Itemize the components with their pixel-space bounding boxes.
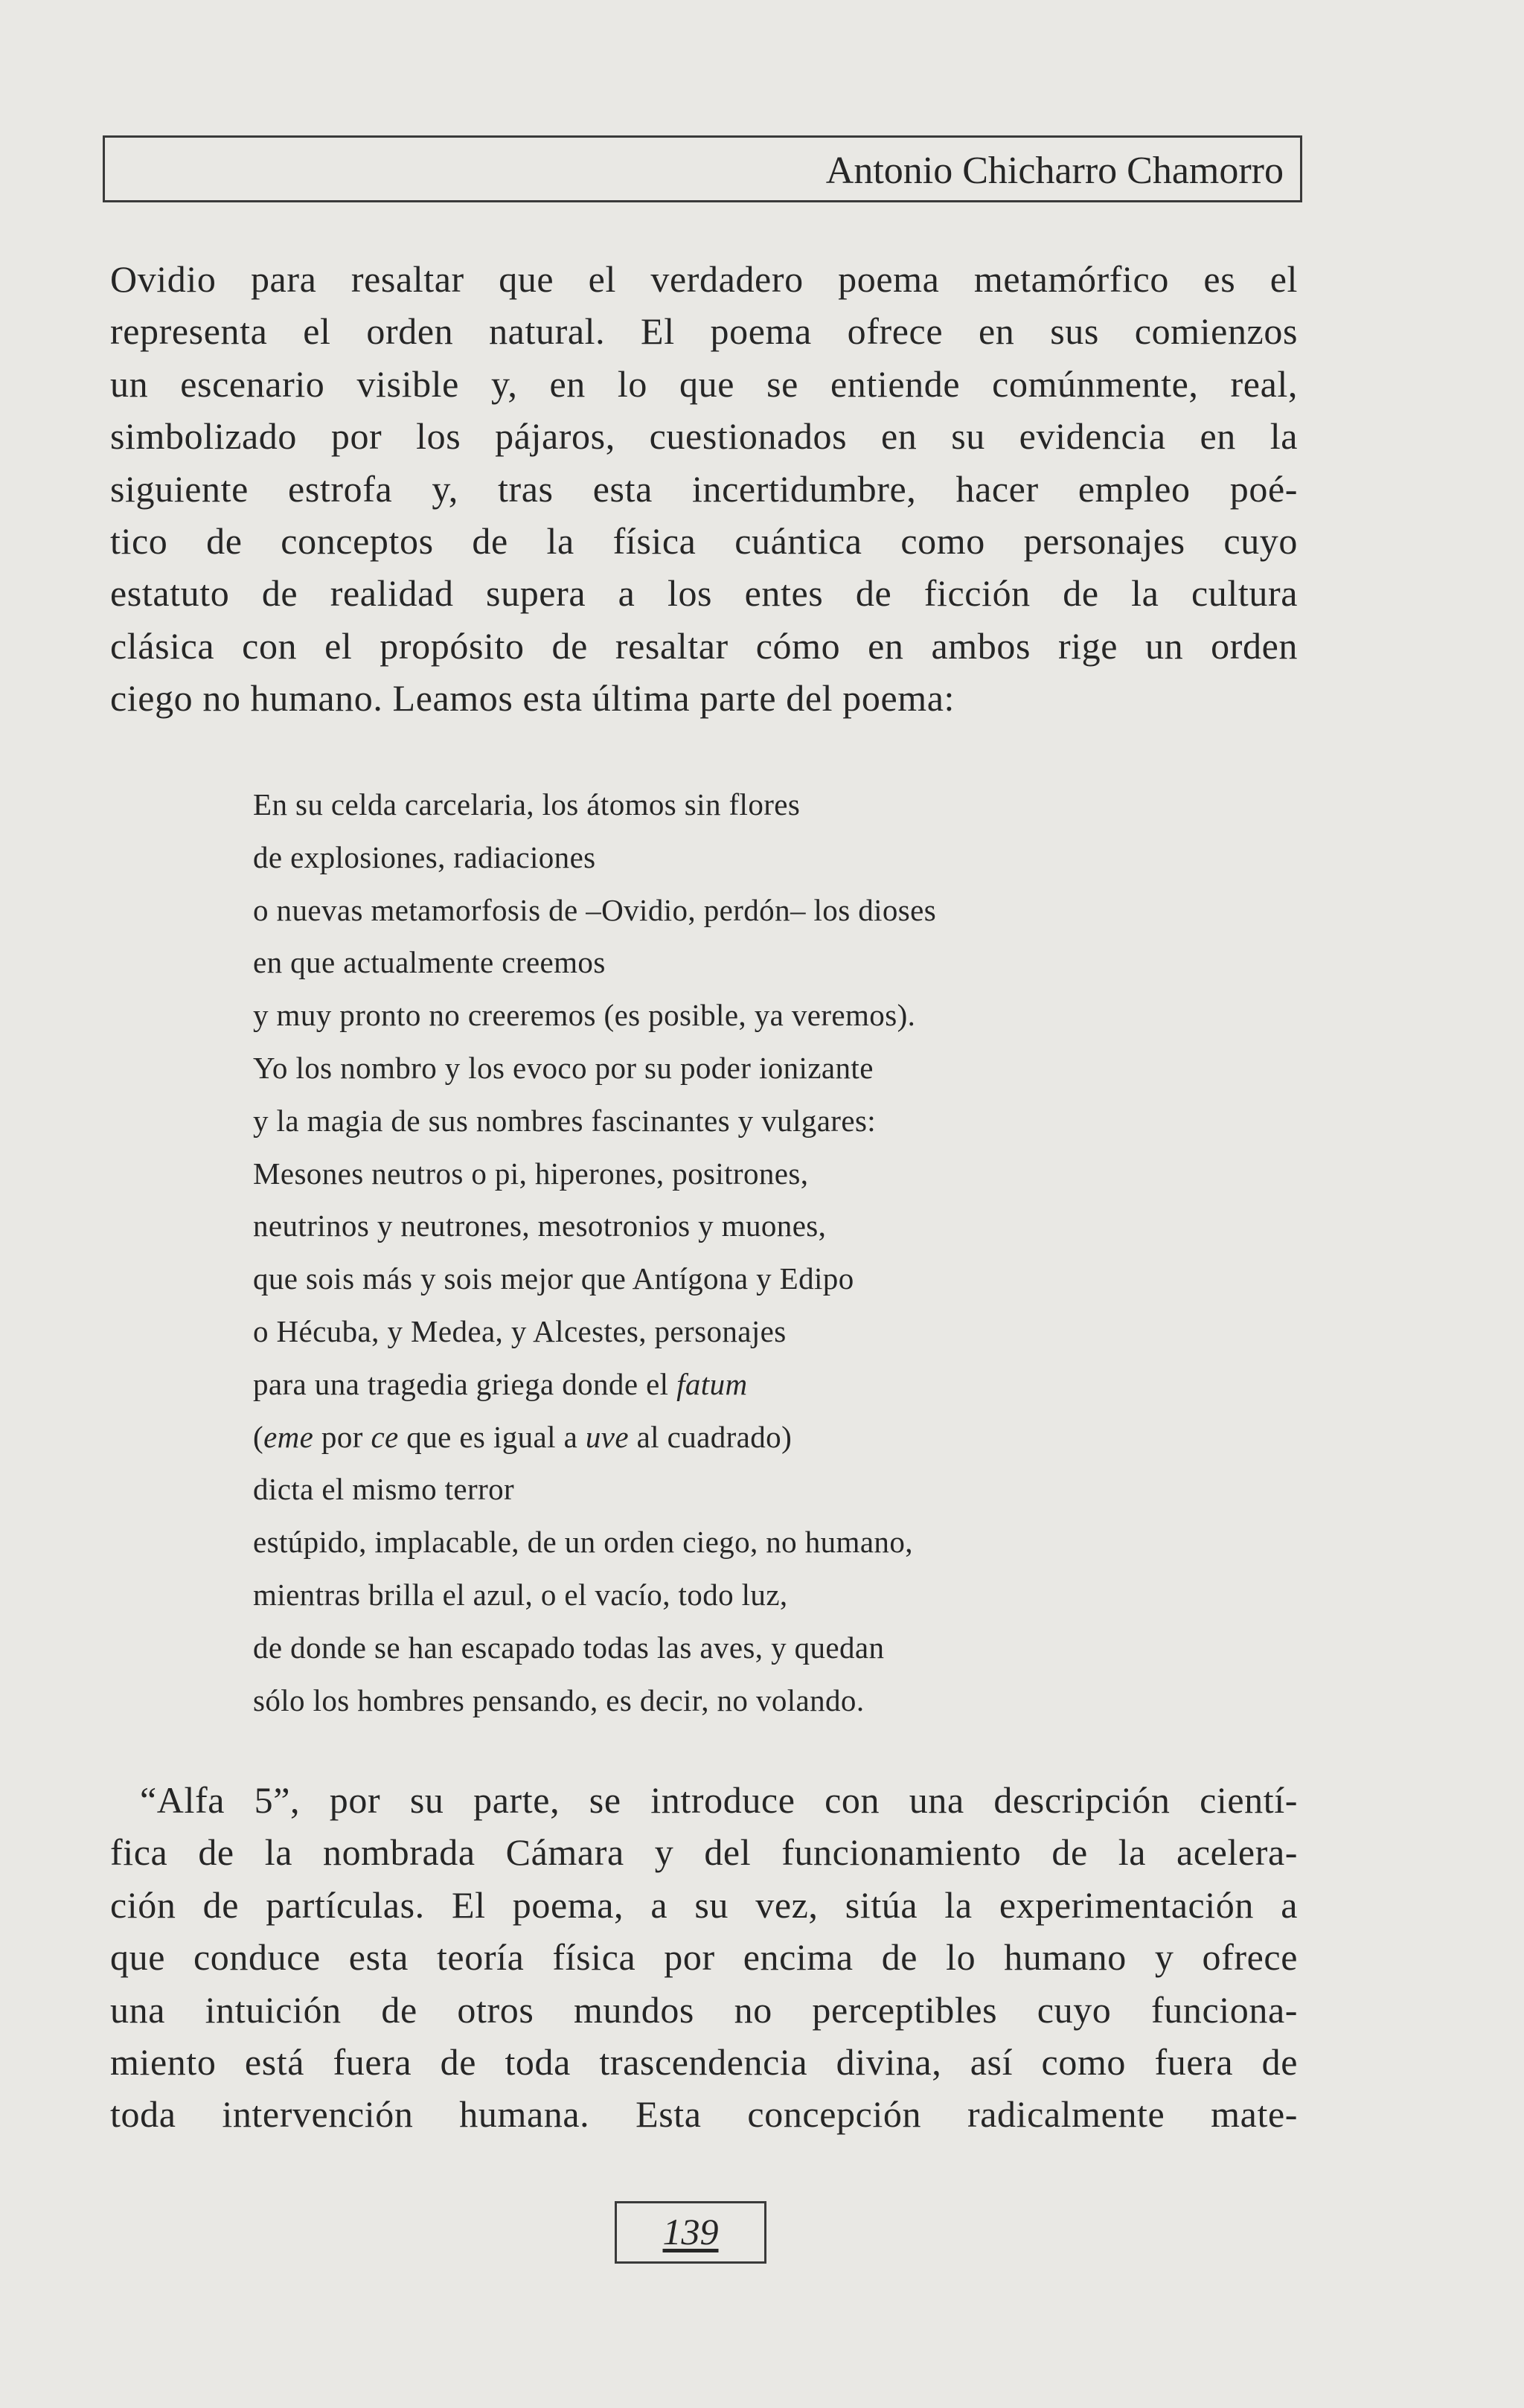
text-line: clásica con el propósito de resaltar cómo en ambos rige un orden	[110, 624, 1298, 667]
poem-verse: de donde se han escapado todas las aves, y quedan	[253, 1630, 885, 1665]
paragraph-2	[110, 1774, 1298, 2141]
text-line: ción de partículas. El poema, a su vez, sitúa la experimentación a	[110, 1883, 1298, 1926]
poem-verse: dicta el mismo terror	[253, 1472, 515, 1507]
poem-verse: que sois más y sois mejor que Antígona y Edipo	[253, 1261, 854, 1296]
text-line: representa el orden natural. El poema ofrece en sus comienzos	[110, 310, 1298, 353]
running-head-box	[103, 135, 1302, 202]
italic-word: uve	[585, 1419, 629, 1454]
text-line: siguiente estrofa y, tras esta incertidumbre, hacer empleo poé-	[110, 467, 1298, 510]
italic-word: eme	[263, 1419, 314, 1454]
page-number: 139	[662, 2211, 719, 2252]
poem-verse: o nuevas metamorfosis de –Ovidio, perdón– los dioses	[253, 892, 937, 927]
poem-verse: sólo los hombres pensando, es decir, no volando.	[253, 1682, 865, 1717]
italic-word: fatum	[676, 1366, 748, 1401]
text-line: estatuto de realidad supera a los entes de ficción de la cultura	[110, 572, 1298, 615]
poem-verse: y la magia de sus nombres fascinantes y vulgares:	[253, 1103, 877, 1138]
text-line: “Alfa 5”, por su parte, se introduce con una descripción cientí-	[140, 1779, 1298, 1821]
poem-verse	[253, 1411, 1146, 1464]
running-head: Antonio Chicharro Chamorro	[825, 150, 1284, 192]
text-line: Ovidio para resaltar que el verdadero poema metamórfico es el	[110, 258, 1298, 300]
verse-fragment: (	[253, 1419, 264, 1454]
text-line: simbolizado por los pájaros, cuestionados en su evidencia en la	[110, 415, 1298, 458]
poem-verse: mientras brilla el azul, o el vacío, todo luz,	[253, 1577, 788, 1612]
poem-verse	[253, 1358, 1146, 1411]
poem-verse: y muy pronto no creeremos (es posible, ya veremos).	[253, 998, 916, 1033]
text-line: toda intervención humana. Esta concepción radicalmente mate-	[110, 2093, 1298, 2136]
text-line: ciego no humano. Leamos esta última parte del poema:	[110, 677, 955, 720]
poem-verse: de explosiones, radiaciones	[253, 839, 596, 874]
text-line: un escenario visible y, en lo que se entiende comúnmente, real,	[110, 362, 1298, 405]
verse-fragment: que es igual a	[398, 1419, 586, 1454]
poem-verse: neutrinos y neutrones, mesotronios y muones,	[253, 1208, 827, 1243]
paragraph-1	[110, 253, 1298, 725]
text-line: tico de conceptos de la física cuántica como personajes cuyo	[110, 519, 1298, 562]
text-line: miento está fuera de toda trascendencia divina, así como fuera de	[110, 2040, 1298, 2083]
verse-fragment: al cuadrado)	[628, 1419, 793, 1454]
poem-verse: Yo los nombro y los evoco por su poder ionizante	[253, 1050, 874, 1085]
page-number-box	[615, 2201, 766, 2264]
poem-verse: En su celda carcelaria, los átomos sin flores	[253, 787, 801, 822]
italic-word: ce	[371, 1419, 399, 1454]
poem-verse: en que actualmente creemos	[253, 945, 606, 980]
poem-verse: Mesones neutros o pi, hiperones, positrones,	[253, 1156, 809, 1191]
text-line: una intuición de otros mundos no perceptibles cuyo funciona-	[110, 1988, 1298, 2031]
text-line: que conduce esta teoría física por encima de lo humano y ofrece	[110, 1936, 1298, 1979]
verse-fragment: para una tragedia griega donde el	[253, 1366, 677, 1401]
poem-quote	[253, 778, 1146, 1726]
verse-fragment: por	[313, 1419, 371, 1454]
text-line: fica de la nombrada Cámara y del funcionamiento de la acelera-	[110, 1831, 1298, 1874]
poem-verse: o Hécuba, y Medea, y Alcestes, personajes	[253, 1313, 787, 1348]
poem-verse: estúpido, implacable, de un orden ciego, no humano,	[253, 1525, 913, 1560]
